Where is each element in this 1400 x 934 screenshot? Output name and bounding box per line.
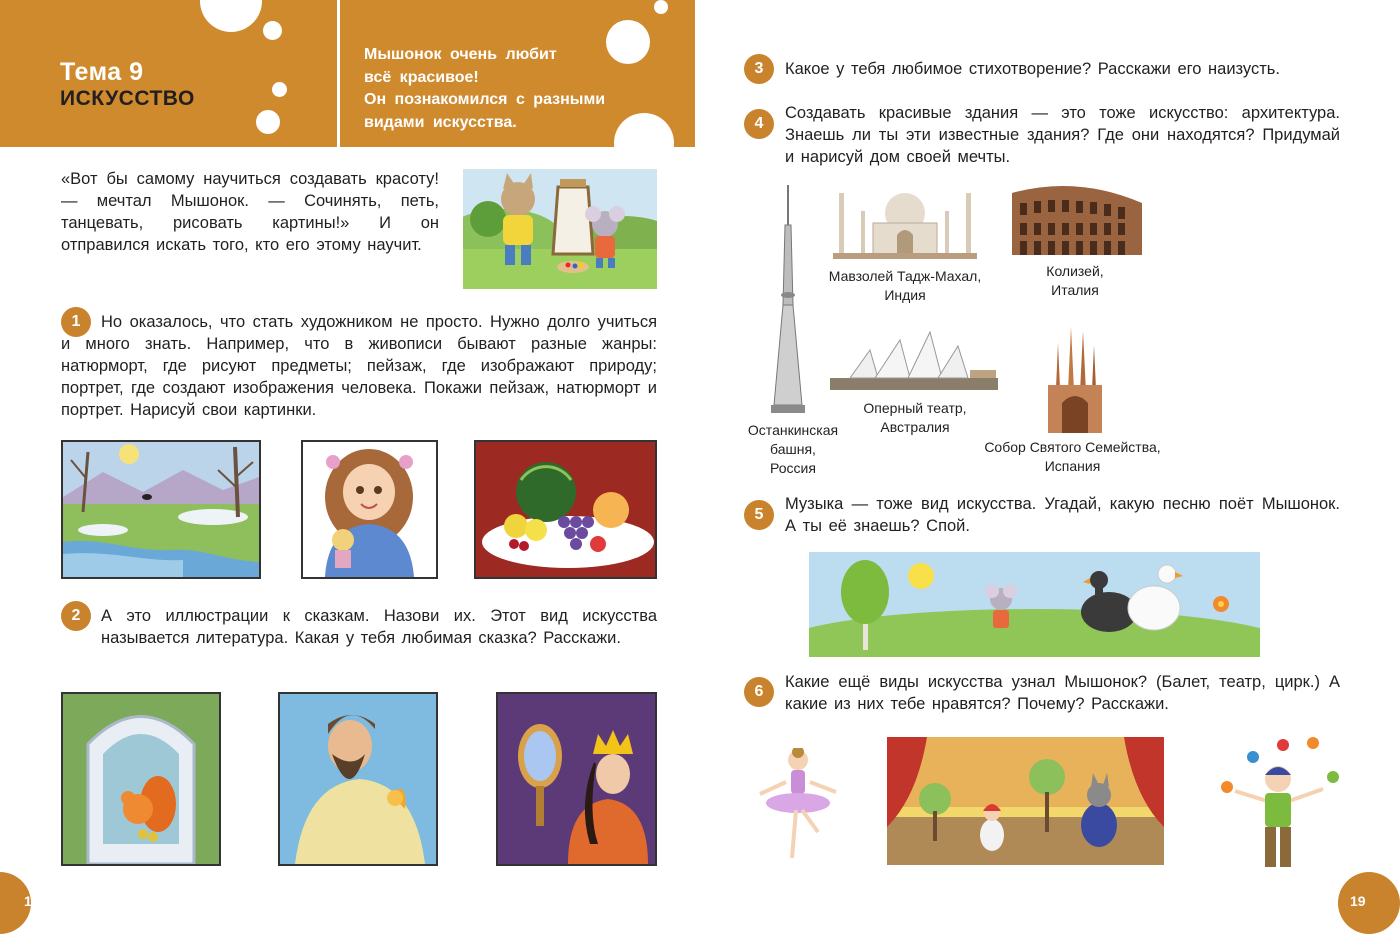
theater-stage-illustration (887, 737, 1164, 865)
story-text: «Вот бы самому научиться создавать красоту! — мечтал Мышонок. — Сочинять, петь, танцевать, рисовать картины!» И он отправился искать того, кто его этому научит. (61, 170, 439, 254)
ostankino-caption: Останкинская башня, Россия (747, 422, 839, 476)
task-4-badge: 4 (744, 109, 774, 139)
ostankino-tower-image (768, 185, 808, 415)
topic-banner (0, 0, 695, 147)
task-2-text: А это иллюстрации к сказкам. Назови их. Этот вид искусства называется литература. Какая у тебя любимая сказка? Расскажи. (101, 607, 657, 647)
sagrada-caption: Собор Святого Семейства, Испания (984, 439, 1161, 474)
cat-and-mouse-painting-illustration (463, 169, 657, 289)
sydney-opera-image (830, 330, 998, 390)
taj-mahal-caption: Мавзолей Тадж-Махал, Индия (828, 268, 982, 303)
intro-text: Мышонок очень любит всё красивое! Он познакомился с разными видами искусства. (364, 46, 606, 131)
task-4-text: Создавать красивые здания — это тоже искусство: архитектура. Знаешь ли ты эти известные здания? Где они находятся? Придумай и нарисуй дом своей мечты. (785, 104, 1340, 166)
task-6-text: Какие ещё виды искусства узнал Мышонок? (Балет, театр, цирк.) А какие из них тебе нравятся? Почему? Расскажи. (785, 673, 1340, 713)
topic-label: Тема 9 (60, 58, 144, 86)
queen-and-mirror-illustration (496, 692, 657, 866)
taj-mahal-image (833, 181, 977, 259)
topic-title: ИСКУССТВО (60, 87, 195, 110)
squirrel-fairytale-illustration (61, 692, 221, 866)
task-3-badge: 3 (744, 54, 774, 84)
still-life-painting (474, 440, 657, 579)
girl-portrait-painting (301, 440, 438, 579)
task-6-badge: 6 (744, 677, 774, 707)
ballerina-image (756, 748, 840, 866)
page-number-left: 18 (0, 872, 31, 934)
opera-caption: Оперный театр, Австралия (863, 400, 967, 435)
task-1-badge: 1 (61, 307, 91, 337)
task-5-text: Музыка — тоже вид искусства. Угадай, какую песню поёт Мышонок. А ты её знаешь? Спой. (785, 495, 1340, 535)
landscape-painting (61, 440, 261, 579)
task-5-badge: 5 (744, 500, 774, 530)
mouse-singing-with-geese-illustration (809, 552, 1260, 657)
task-2-badge: 2 (61, 601, 91, 631)
page-number-right: 19 (1338, 872, 1400, 934)
task-3-text: Какое у тебя любимое стихотворение? Расскажи его наизусть. (785, 60, 1280, 78)
juggler-image (1215, 735, 1340, 875)
colosseum-image (1008, 181, 1146, 255)
old-man-golden-fish-illustration (278, 692, 438, 866)
colosseum-caption: Колизей, Италия (1046, 263, 1104, 298)
task-1-text: Но оказалось, что стать художником не просто. Нужно долго учиться и много знать. Например, что в живописи бывают разные жанры: натюрморт, где рисуют предметы; пейзаж, где изображают природу; портрет, где создают изображения человека. Покажи пейзаж, натюрморт и портрет. Нарисуй свои картинки. (61, 313, 657, 419)
sagrada-familia-image (1042, 323, 1108, 433)
right-page (700, 0, 1400, 934)
